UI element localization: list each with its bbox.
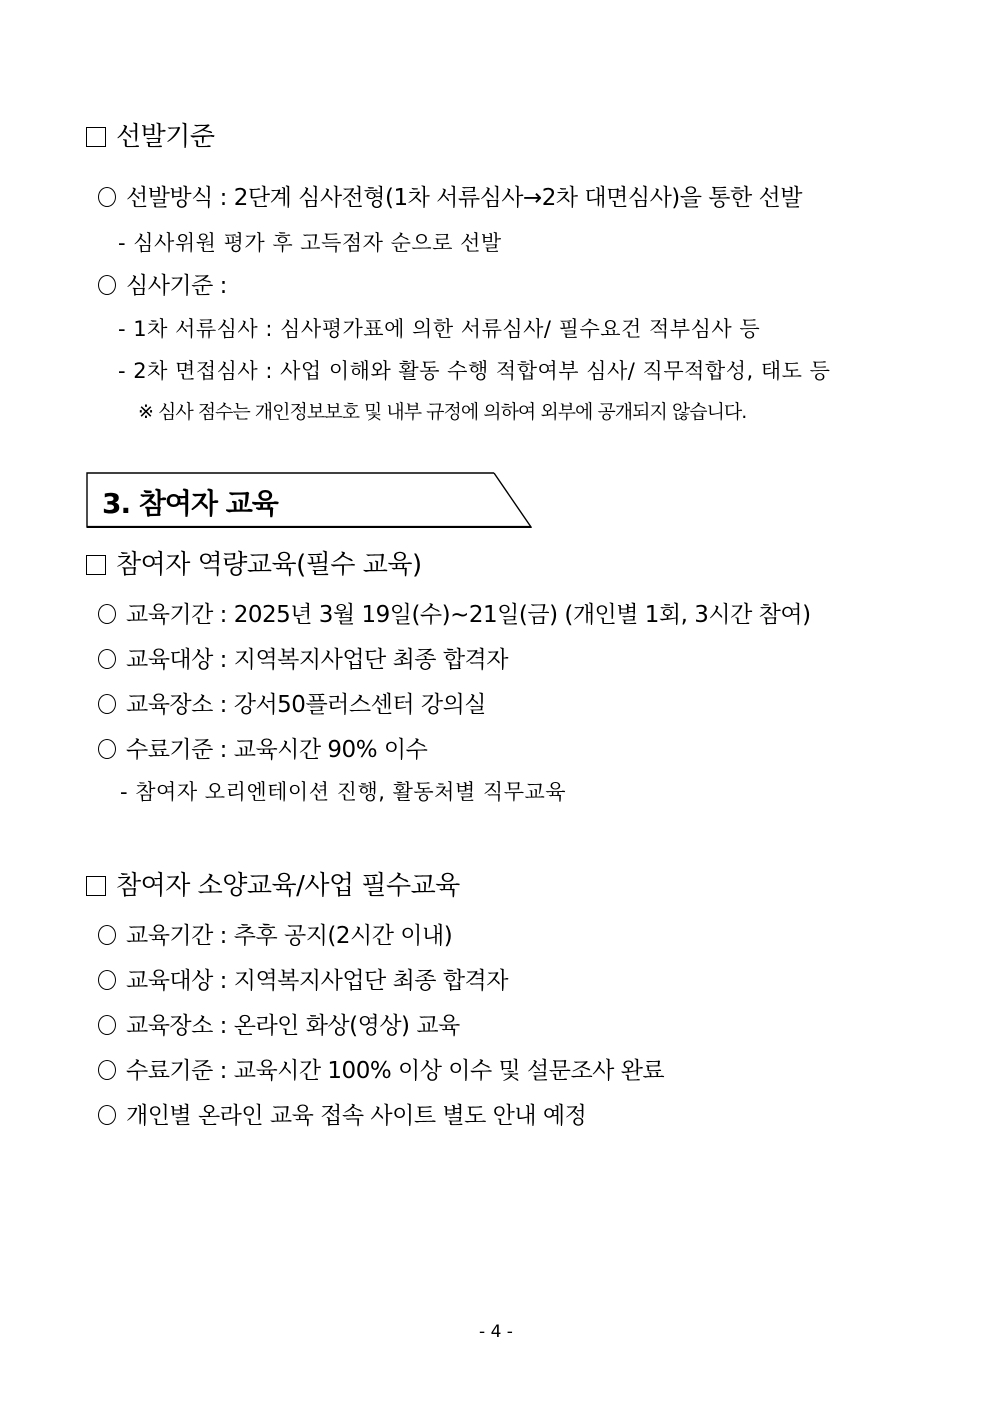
circle-bullet-icon: [98, 275, 116, 295]
privacy-note: ※ 심사 점수는 개인정보보호 및 내부 규정에 의하여 외부에 공개되지 않습니다.: [138, 401, 747, 423]
selection-heading: 선발기준: [86, 116, 214, 153]
page-number: - 4 -: [479, 1322, 513, 1342]
selection-method: 선발방식 : 2단계 심사전형(1차 서류심사→2차 대면심사)을 통한 선발: [98, 179, 802, 212]
circle-bullet-icon: [98, 739, 116, 759]
capacity-item-4: 수료기준 : 교육시간 90% 이수: [98, 731, 427, 764]
capacity-sub: - 참여자 오리엔테이션 진행, 활동처별 직무교육: [120, 780, 567, 804]
capacity-heading: 참여자 역량교육(필수 교육): [86, 544, 422, 581]
selection-criteria: 심사기준 :: [98, 267, 227, 300]
square-bullet-icon: [86, 127, 106, 147]
liberal-item-4: 수료기준 : 교육시간 100% 이상 이수 및 설문조사 완료: [98, 1052, 664, 1085]
circle-bullet-icon: [98, 925, 116, 945]
liberal-item-1: 교육기간 : 추후 공지(2시간 이내): [98, 917, 452, 950]
circle-bullet-icon: [98, 187, 116, 207]
circle-bullet-icon: [98, 1060, 116, 1080]
square-bullet-icon: [86, 876, 106, 896]
liberal-item-3: 교육장소 : 온라인 화상(영상) 교육: [98, 1007, 460, 1040]
capacity-item-2: 교육대상 : 지역복지사업단 최종 합격자: [98, 641, 508, 674]
circle-bullet-icon: [98, 970, 116, 990]
criteria-item-1: - 1차 서류심사 : 심사평가표에 의한 서류심사/ 필수요건 적부심사 등: [118, 317, 761, 341]
circle-bullet-icon: [98, 694, 116, 714]
circle-bullet-icon: [98, 604, 116, 624]
selection-method-sub: - 심사위원 평가 후 고득점자 순으로 선발: [118, 231, 502, 255]
circle-bullet-icon: [98, 1105, 116, 1125]
liberal-heading: 참여자 소양교육/사업 필수교육: [86, 865, 460, 902]
circle-bullet-icon: [98, 649, 116, 669]
section-banner: [86, 472, 532, 528]
section-title: 3. 참여자 교육: [102, 487, 278, 520]
criteria-item-2: - 2차 면접심사 : 사업 이해와 활동 수행 적합여부 심사/ 직무적합성, 태도 등: [118, 359, 831, 383]
circle-bullet-icon: [98, 1015, 116, 1035]
capacity-item-3: 교육장소 : 강서50플러스센터 강의실: [98, 686, 486, 719]
liberal-item-5: 개인별 온라인 교육 접속 사이트 별도 안내 예정: [98, 1097, 586, 1130]
square-bullet-icon: [86, 555, 106, 575]
capacity-item-1: 교육기간 : 2025년 3월 19일(수)~21일(금) (개인별 1회, 3시간 참여): [98, 596, 811, 629]
liberal-item-2: 교육대상 : 지역복지사업단 최종 합격자: [98, 962, 508, 995]
